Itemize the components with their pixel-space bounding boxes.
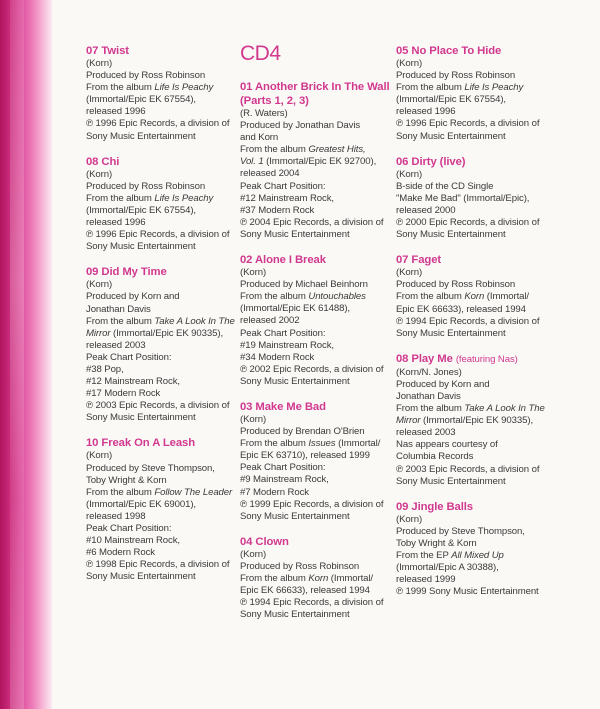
- featuring-note: (featuring Nas): [455, 353, 518, 365]
- track-credit-line: (Immortal/Epic A 30388),: [396, 562, 499, 574]
- column-3: [396, 44, 556, 610]
- track-credit-line: ℗ 2002 Epic Records, a division of: [240, 363, 384, 375]
- track-credit-line: Sony Music Entertainment: [240, 510, 350, 522]
- track-title: 07 Faget: [396, 254, 442, 267]
- track-title: 07 Twist: [86, 45, 129, 57]
- track-credit-line: Sony Music Entertainment: [86, 412, 196, 424]
- track-credit-line: released 1998: [86, 510, 146, 522]
- track-credit-line: Produced by Korn and: [396, 378, 490, 390]
- track-credit-line: ℗ 1998 Epic Records, a division of: [86, 559, 230, 571]
- track-title: 04 Clown: [240, 535, 289, 548]
- track-credit-line: and Korn: [240, 132, 279, 144]
- track-title: 05 No Place To Hide: [396, 45, 502, 57]
- track-credit-line: Toby Wright & Korn: [396, 537, 477, 549]
- track-entry: [396, 155, 556, 242]
- track-title: 06 Dirty (live): [396, 155, 466, 168]
- column-2: [240, 44, 390, 633]
- track-credit-line: ℗ 1994 Epic Records, a division of: [240, 597, 384, 609]
- track-credit-line: ℗ 2003 Epic Records, a division of: [396, 463, 540, 475]
- track-entry: [240, 80, 390, 241]
- track-credit-line: ℗ 2000 Epic Records, a division of: [396, 217, 540, 229]
- track-credit-line: "Make Me Bad" (Immortal/Epic),: [396, 192, 530, 204]
- track-credit-line: ℗ 1996 Epic Records, a division of: [86, 229, 230, 241]
- track-credit-line: (Korn): [240, 413, 267, 425]
- track-credit-line: released 2004: [240, 168, 300, 180]
- track-credit-line: released 2003: [86, 339, 146, 351]
- track-credit-line: (Korn): [396, 168, 423, 180]
- edge-sheen: [10, 0, 24, 709]
- track-credit-line: (Immortal/Epic EK 67554),: [86, 94, 197, 106]
- track-credit-line: B-side of the CD Single: [396, 180, 494, 192]
- track-credit-line: Sony Music Entertainment: [240, 375, 350, 387]
- track-credit-line: (Korn): [396, 513, 423, 525]
- track-credit-line: released 1996: [396, 106, 456, 118]
- track-entry: [396, 352, 556, 488]
- track-credit-line: (Korn): [86, 168, 113, 180]
- track-entry: [240, 400, 390, 523]
- track-credit-line: Vol. 1 (Immortal/Epic EK 92700),: [240, 156, 377, 168]
- track-credit-line: Sony Music Entertainment: [396, 130, 506, 142]
- column-1: [86, 44, 236, 595]
- track-credit-line: #17 Modern Rock: [86, 388, 161, 400]
- track-credit-line: Jonathan Davis: [396, 390, 461, 402]
- track-credit-line: From the album Korn (Immortal/: [396, 291, 529, 303]
- track-credit-line: Mirror (Immortal/Epic EK 90335),: [86, 327, 224, 339]
- track-credit-line: From the album Issues (Immortal/: [240, 438, 381, 450]
- track-entry: [396, 500, 556, 599]
- track-credit-line: Produced by Jonathan Davis: [240, 120, 361, 132]
- track-credit-line: Produced by Ross Robinson: [86, 180, 206, 192]
- track-title: 10 Freak On A Leash: [86, 437, 196, 450]
- track-credit-line: released 2002: [240, 315, 300, 327]
- track-credit-line: Epic EK 63710), released 1999: [240, 450, 370, 462]
- track-credit-line: Produced by Ross Robinson: [396, 70, 516, 82]
- track-credit-line: #37 Modern Rock: [240, 204, 315, 216]
- track-credit-line: Sony Music Entertainment: [240, 609, 350, 621]
- track-credit-line: Nas appears courtesy of: [396, 439, 498, 451]
- track-credit-line: #19 Mainstream Rock,: [240, 339, 334, 351]
- track-credit-line: Produced by Korn and: [86, 291, 180, 303]
- track-entry: [396, 253, 556, 340]
- track-credit-line: Sony Music Entertainment: [396, 229, 506, 241]
- track-credit-line: (Korn): [86, 58, 113, 69]
- track-credit-line: Produced by Steve Thompson,: [396, 525, 525, 537]
- track-credit-line: ℗ 1999 Epic Records, a division of: [240, 498, 384, 510]
- track-credit-line: Produced by Ross Robinson: [240, 560, 360, 572]
- track-credit-line: Peak Chart Position:: [240, 462, 326, 474]
- track-credit-line: ℗ 2004 Epic Records, a division of: [240, 216, 384, 228]
- track-credit-line: Peak Chart Position:: [86, 351, 172, 363]
- track-credit-line: Sony Music Entertainment: [86, 571, 196, 583]
- track-credit-line: ℗ 1996 Epic Records, a division of: [86, 118, 230, 130]
- track-credit-line: From the album Life Is Peachy: [86, 192, 214, 204]
- disc-label: CD4: [240, 42, 281, 65]
- track-credit-line: ℗ 2003 Epic Records, a division of: [86, 400, 230, 412]
- track-credit-line: From the EP All Mixed Up: [396, 550, 504, 561]
- track-credit-line: From the album Follow The Leader: [86, 486, 233, 498]
- track-credit-line: Mirror (Immortal/Epic EK 90335),: [396, 415, 534, 427]
- track-credit-line: Produced by Brendan O'Brien: [240, 426, 365, 438]
- track-credit-line: Toby Wright & Korn: [86, 474, 167, 486]
- track-credit-line: #38 Pop,: [86, 363, 124, 375]
- track-credit-line: From the album Greatest Hits,: [240, 144, 366, 156]
- track-credit-line: #12 Mainstream Rock,: [240, 192, 334, 204]
- track-entry: [86, 436, 236, 583]
- track-credit-line: (Korn): [240, 267, 267, 279]
- track-credit-line: (Korn): [86, 450, 113, 462]
- track-credit-line: #7 Modern Rock: [240, 486, 309, 498]
- track-entry: [240, 535, 390, 622]
- track-credit-line: From the album Untouchables: [240, 291, 366, 303]
- track-credit-line: released 1999: [396, 574, 456, 586]
- track-credit-line: Peak Chart Position:: [240, 180, 326, 192]
- track-title: 09 Jingle Balls: [396, 500, 473, 513]
- track-credit-line: #6 Modern Rock: [86, 547, 155, 559]
- track-credit-line: ℗ 1999 Sony Music Entertainment: [396, 586, 539, 598]
- track-credit-line: released 2000: [396, 204, 456, 216]
- track-credit-line: From the album Life Is Peachy: [396, 82, 524, 94]
- track-credit-line: From the album Take A Look In The: [86, 315, 235, 327]
- track-credit-line: Epic EK 66633), released 1994: [396, 303, 526, 315]
- track-title: 01 Another Brick In The Wall (Parts 1, 2, 3): [240, 81, 390, 107]
- track-credit-line: Produced by Ross Robinson: [396, 279, 516, 291]
- track-credit-line: released 2003: [396, 427, 456, 439]
- track-credit-line: Produced by Michael Beinhorn: [240, 279, 368, 291]
- track-credit-line: Sony Music Entertainment: [240, 228, 350, 240]
- track-credit-line: Produced by Steve Thompson,: [86, 462, 215, 474]
- track-credit-line: Sony Music Entertainment: [86, 241, 196, 253]
- track-credit-line: #10 Mainstream Rock,: [86, 535, 180, 547]
- track-credit-line: (Korn): [396, 267, 423, 279]
- track-credit-line: released 1996: [86, 217, 146, 229]
- track-credit-line: (R. Waters): [240, 108, 288, 119]
- track-credit-line: ℗ 1996 Epic Records, a division of: [396, 118, 540, 130]
- track-entry: [240, 253, 390, 388]
- track-title: 03 Make Me Bad: [240, 400, 326, 413]
- track-credit-line: From the album Life Is Peachy: [86, 82, 214, 94]
- track-entry: [86, 265, 236, 424]
- track-credit-line: (Immortal/Epic EK 61488),: [240, 303, 351, 315]
- track-title: 02 Alone I Break: [240, 254, 326, 267]
- track-credit-line: released 1996: [86, 106, 146, 118]
- track-credit-line: (Immortal/Epic EK 67554),: [86, 204, 197, 216]
- track-credit-line: Sony Music Entertainment: [86, 130, 196, 142]
- track-entry: [86, 44, 236, 143]
- track-credit-line: Sony Music Entertainment: [396, 475, 506, 487]
- track-credit-line: From the album Korn (Immortal/: [240, 573, 373, 584]
- track-credit-line: Peak Chart Position:: [240, 327, 326, 339]
- track-credit-line: (Korn): [396, 58, 423, 69]
- track-credit-line: ℗ 1994 Epic Records, a division of: [396, 315, 540, 327]
- track-credit-line: Columbia Records: [396, 451, 474, 463]
- track-credit-line: Jonathan Davis: [86, 303, 151, 315]
- track-title: 08 Chi: [86, 155, 120, 168]
- magenta-page-edge: [0, 0, 52, 709]
- track-credit-line: Sony Music Entertainment: [396, 327, 506, 339]
- track-credit-line: (Korn): [86, 279, 113, 291]
- track-credit-line: Peak Chart Position:: [86, 523, 172, 534]
- track-credit-line: (Immortal/Epic EK 69001),: [86, 498, 197, 510]
- track-credit-line: #34 Modern Rock: [240, 351, 315, 363]
- track-credit-line: (Immortal/Epic EK 67554),: [396, 94, 507, 106]
- track-title: 08 Play Me (featuring Nas): [396, 352, 518, 365]
- track-credit-line: (Korn): [240, 548, 267, 560]
- track-credit-line: (Korn/N. Jones): [396, 366, 462, 378]
- track-entry: [86, 155, 236, 254]
- track-credit-line: #9 Mainstream Rock,: [240, 474, 329, 486]
- track-credit-line: Produced by Ross Robinson: [86, 70, 206, 82]
- track-credit-line: Epic EK 66633), released 1994: [240, 585, 370, 597]
- track-entry: [396, 44, 556, 143]
- track-credit-line: #12 Mainstream Rock,: [86, 376, 180, 388]
- track-credit-line: From the album Take A Look In The: [396, 403, 545, 415]
- track-title: 09 Did My Time: [86, 266, 167, 279]
